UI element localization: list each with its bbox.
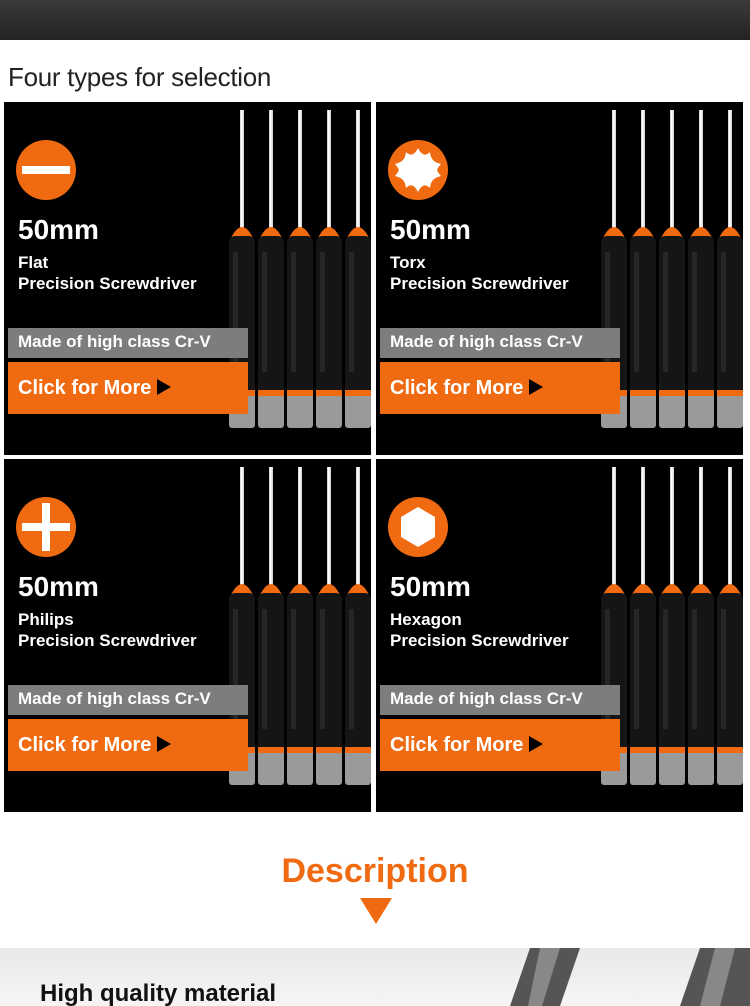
material-band <box>8 685 248 715</box>
click-for-more-button[interactable] <box>8 719 248 771</box>
material-text: Made of high class Cr-V <box>390 332 583 351</box>
play-arrow-icon <box>157 736 171 752</box>
tool-subtitle: Precision Screwdriver <box>390 631 569 650</box>
top-banner <box>0 0 750 40</box>
material-text: Made of high class Cr-V <box>18 332 211 351</box>
cta-label: Click for More <box>18 377 152 399</box>
tool-size: 50mm <box>390 571 471 602</box>
tool-subtitle: Precision Screwdriver <box>18 631 197 650</box>
tool-type <box>390 609 569 651</box>
play-arrow-icon <box>529 379 543 395</box>
tool-subtitle: Precision Screwdriver <box>390 274 569 293</box>
tool-type-name: Flat <box>18 253 49 272</box>
feature-title: High quality material <box>40 980 277 1006</box>
cta-label: Click for More <box>390 734 524 756</box>
tool-type-name: Torx <box>390 253 426 272</box>
tool-size: 50mm <box>18 214 99 245</box>
torx-star-icon <box>386 138 450 202</box>
play-arrow-icon <box>529 736 543 752</box>
material-band <box>380 328 620 358</box>
product-card-flat[interactable] <box>4 102 371 455</box>
tool-type <box>18 252 197 294</box>
hexagon-icon <box>386 495 450 559</box>
click-for-more-button[interactable] <box>8 362 248 414</box>
tool-type <box>390 252 569 294</box>
tool-type-name: Hexagon <box>390 610 462 629</box>
tool-subtitle: Precision Screwdriver <box>18 274 197 293</box>
cta-label: Click for More <box>390 377 524 399</box>
feature-banner <box>0 948 750 1006</box>
down-arrow-icon <box>360 898 392 924</box>
click-for-more-button[interactable] <box>380 362 620 414</box>
phillips-cross-icon <box>14 495 78 559</box>
play-arrow-icon <box>157 379 171 395</box>
tool-type-name: Philips <box>18 610 74 629</box>
cta-label: Click for More <box>18 734 152 756</box>
product-card-torx[interactable] <box>376 102 743 455</box>
material-band <box>8 328 248 358</box>
description-heading: Description <box>281 852 469 890</box>
product-card-hexagon[interactable] <box>376 459 743 812</box>
tool-size: 50mm <box>390 214 471 245</box>
product-card-philips[interactable] <box>4 459 371 812</box>
flat-slot-icon <box>14 138 78 202</box>
screwdriver-grip-image <box>500 948 750 1006</box>
click-for-more-button[interactable] <box>380 719 620 771</box>
material-band <box>380 685 620 715</box>
tool-type <box>18 609 197 651</box>
tool-size: 50mm <box>18 571 99 602</box>
section-title: Four types for selection <box>8 62 272 92</box>
material-text: Made of high class Cr-V <box>390 689 583 708</box>
material-text: Made of high class Cr-V <box>18 689 211 708</box>
